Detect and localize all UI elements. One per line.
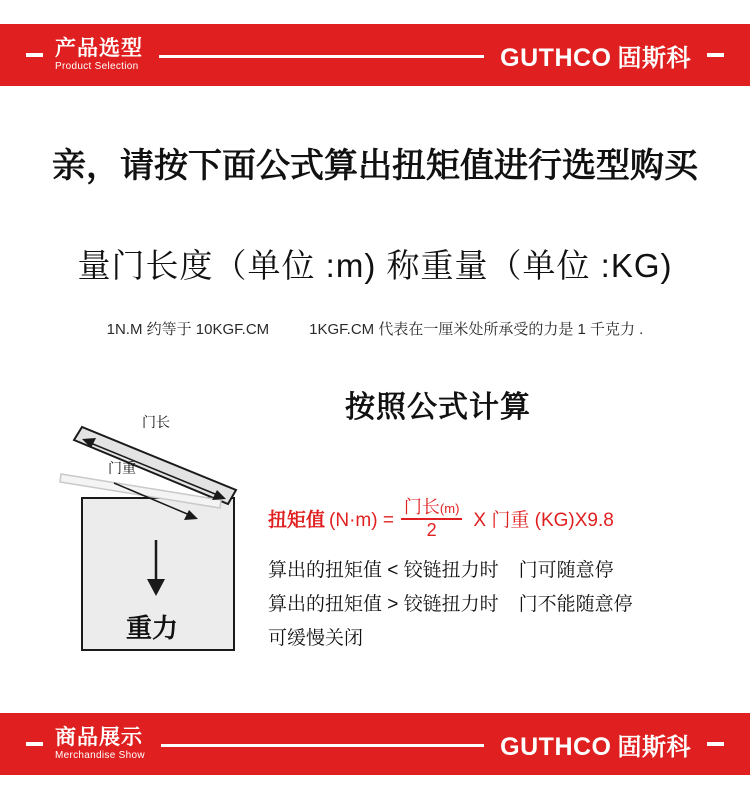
formula-title: 按照公式计算 <box>345 391 531 424</box>
formula-lead-unit: (N·m) = <box>329 510 394 532</box>
rule-row <box>268 622 738 656</box>
rule-row <box>268 554 738 588</box>
rule-condition: 算出的扭矩值 > 铰链扭力时 <box>268 594 499 615</box>
brand-logo <box>500 38 691 73</box>
formula-lead-label <box>268 505 394 532</box>
formula-numerator <box>401 498 463 518</box>
banner-title-group <box>55 37 143 73</box>
brand-name-en: GUTHCO <box>500 732 612 761</box>
unit-notes <box>0 318 750 339</box>
brand-name-cn: 固斯科 <box>617 44 691 72</box>
banner-title-group <box>55 726 145 762</box>
rule-result: 门可随意停 <box>518 560 614 581</box>
formula-numerator-unit: (m) <box>439 501 460 516</box>
brand-logo <box>500 727 691 762</box>
formula-numerator-text: 门长 <box>403 497 440 517</box>
formula-tail: X 门重 (KG)X9.8 <box>473 510 614 532</box>
banner-title-en: Product Selection <box>55 61 139 72</box>
rule-condition: 可缓慢关闭 <box>268 628 364 649</box>
note-kgf-cm: 1KGF.CM 代表在一厘米处所承受的力是 1 千克力 . <box>309 321 644 338</box>
banner-dash-left-icon <box>26 53 43 57</box>
banner-title-cn: 商品展示 <box>55 726 143 749</box>
page-subheadline: 量门长度（单位 :m) 称重量（单位 :KG) <box>77 247 673 284</box>
rule-condition: 算出的扭矩值 < 铰链扭力时 <box>268 560 499 581</box>
formula-fraction <box>401 498 463 540</box>
formula-denominator: 2 <box>426 519 437 540</box>
rule-row <box>268 588 738 622</box>
banner-title-cn: 产品选型 <box>55 37 143 60</box>
note-newton-meter: 1N.M 约等于 10KGF.CM <box>106 321 270 338</box>
bottom-banner <box>0 713 750 775</box>
top-banner <box>0 24 750 86</box>
brand-name-en: GUTHCO <box>500 43 612 72</box>
page-headline: 亲，请按下面公式算出扭矩值进行选型购买 <box>52 147 698 185</box>
banner-dash-right-icon <box>707 53 724 57</box>
gravity-label: 重力 <box>126 613 179 643</box>
torque-formula <box>268 498 738 540</box>
banner-title-en: Merchandise Show <box>55 750 145 761</box>
torque-rules <box>268 554 738 656</box>
rule-result: 门不能随意停 <box>518 594 633 615</box>
door-length-label: 门长 <box>142 414 170 430</box>
banner-dash-left-icon <box>26 742 43 746</box>
banner-divider-rule <box>159 55 484 58</box>
door-weight-label: 门重 <box>108 460 136 476</box>
brand-name-cn: 固斯科 <box>617 733 691 761</box>
banner-dash-right-icon <box>707 742 724 746</box>
formula-lead-cn: 扭矩值 <box>268 510 326 532</box>
banner-divider-rule <box>161 744 484 747</box>
